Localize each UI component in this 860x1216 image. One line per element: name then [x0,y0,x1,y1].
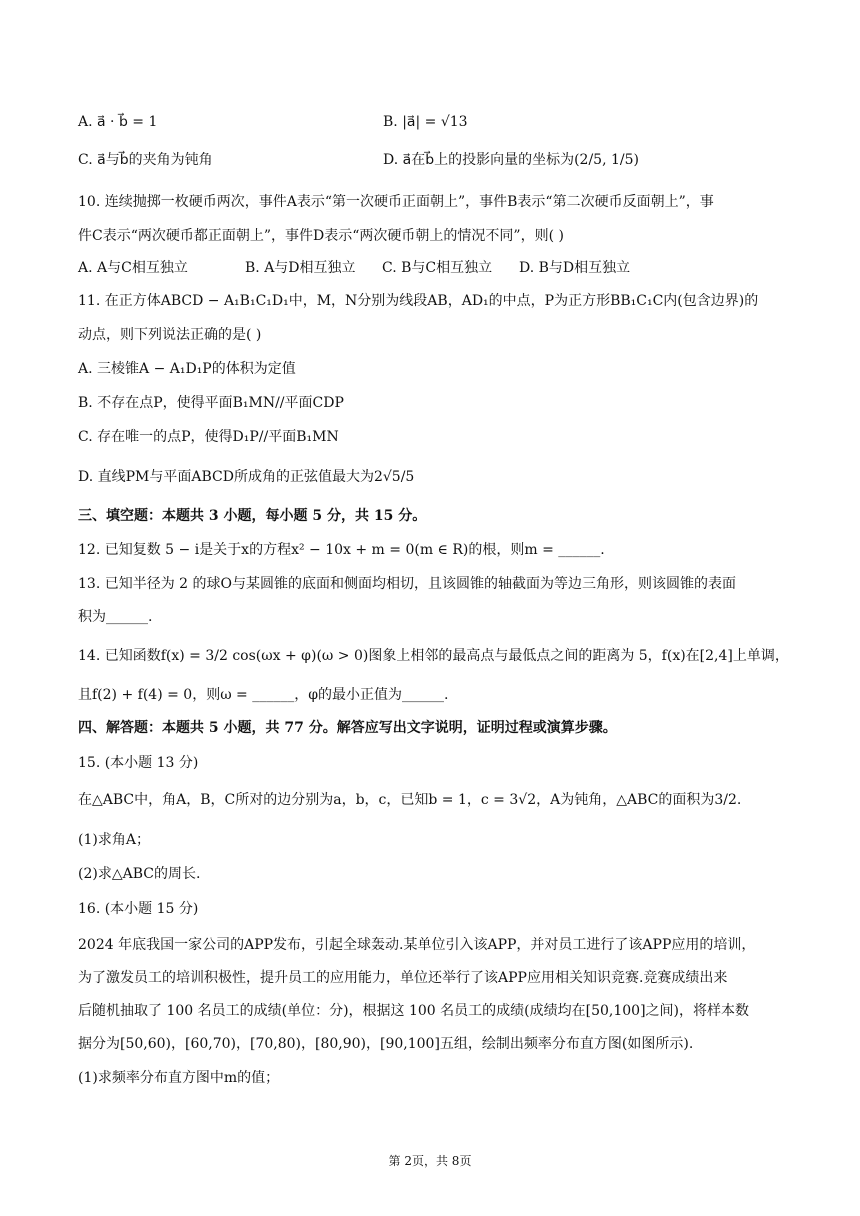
section-3-heading: 三、填空题：本题共 3 小题，每小题 5 分，共 15 分。 [78,508,427,524]
section-4-heading: 四、解答题：本题共 5 小题，共 77 分。解答应写出文字说明，证明过程或演算步骤。 [78,720,617,736]
q11-option-c: C. 存在唯一的点P，使得D₁P//平面B₁MN [78,429,339,445]
q10-option-d: D. B与D相互独立 [519,260,631,276]
q15-stem: 在△ABC中，角A，B，C所对的边分别为a，b，c，已知b = 1，c = 3√2，A为钝角，△ABC的面积为3/2. [78,792,742,808]
q9-option-d: D. a⃗在b⃗上的投影向量的坐标为(2/5, 1/5) [383,152,639,168]
q16-line3: 后随机抽取了 100 名员工的成绩(单位：分)，根据这 100 名员工的成绩(成绩均在[50,100]之间)，将样本数 [78,1003,749,1019]
q10-options [78,258,630,278]
page-footer: 第 2页，共 8页 [388,1154,472,1168]
q15-part2: (2)求△ABC的周长. [78,866,201,882]
q9-option-a: A. a⃗ · b⃗ = 1 [78,114,158,130]
q10-line1: 10. 连续抛掷一枚硬币两次，事件A表示“第一次硬币正面朝上”，事件B表示“第二次硬币反面朝上”，事 [78,194,714,210]
q15-title: 15. (本小题 13 分) [78,755,199,771]
q11-line1: 11. 在正方体ABCD − A₁B₁C₁D₁中，M，N分别为线段AB，AD₁的中点，P为正方形BB₁C₁C内(包含边界)的 [78,293,759,309]
q16-line2: 为了激发员工的培训积极性，提升员工的应用能力，单位还举行了该APP应用相关知识竞赛.竞赛成绩出来 [78,970,728,986]
q14-line1: 14. 已知函数f(x) = 3/2 cos(ωx + φ)(ω > 0)图象上相邻的最高点与最低点之间的距离为 5，f(x)在[2,4]上单调， [78,648,789,664]
q15-part1: (1)求角A； [78,832,150,848]
q11-line2: 动点，则下列说法正确的是( ) [78,327,262,343]
q16-line4: 据分为[50,60)，[60,70)，[70,80)，[80,90)，[90,100]五组，绘制出频率分布直方图(如图所示). [78,1036,694,1052]
q10-option-c: C. B与C相互独立 [382,260,493,276]
q10-line2: 件C表示“两次硬币都正面朝上”，事件D表示“两次硬币朝上的情况不同”，则( ) [78,228,564,244]
q10-option-a: A. A与C相互独立 [78,260,188,276]
q13-line2: 积为______. [78,609,153,625]
q13-line1: 13. 已知半径为 2 的球O与某圆锥的底面和侧面均相切，且该圆锥的轴截面为等边三角形，则该圆锥的表面 [78,576,736,592]
q11-option-a: A. 三棱锥A − A₁D₁P的体积为定值 [78,361,296,377]
q16-line1: 2024 年底我国一家公司的APP发布，引起全球轰动.某单位引入该APP，并对员工进行了该APP应用的培训， [78,937,756,953]
q9-option-c: C. a⃗与b⃗的夹角为钝角 [78,152,213,168]
q16-title: 16. (本小题 15 分) [78,901,199,917]
q10-option-b: B. A与D相互独立 [245,260,356,276]
q9-option-b: B. |a⃗| = √13 [383,114,468,130]
q14-line2: 且f(2) + f(4) = 0，则ω = ______，φ的最小正值为______. [78,687,449,703]
q11-option-d: D. 直线PM与平面ABCD所成角的正弦值最大为2√5/5 [78,469,415,485]
q16-part1: (1)求频率分布直方图中m的值； [78,1070,280,1086]
q12: 12. 已知复数 5 − i是关于x的方程x² − 10x + m = 0(m ∈ R)的根，则m = ______. [78,542,605,558]
q11-option-b: B. 不存在点P，使得平面B₁MN//平面CDP [78,395,344,411]
